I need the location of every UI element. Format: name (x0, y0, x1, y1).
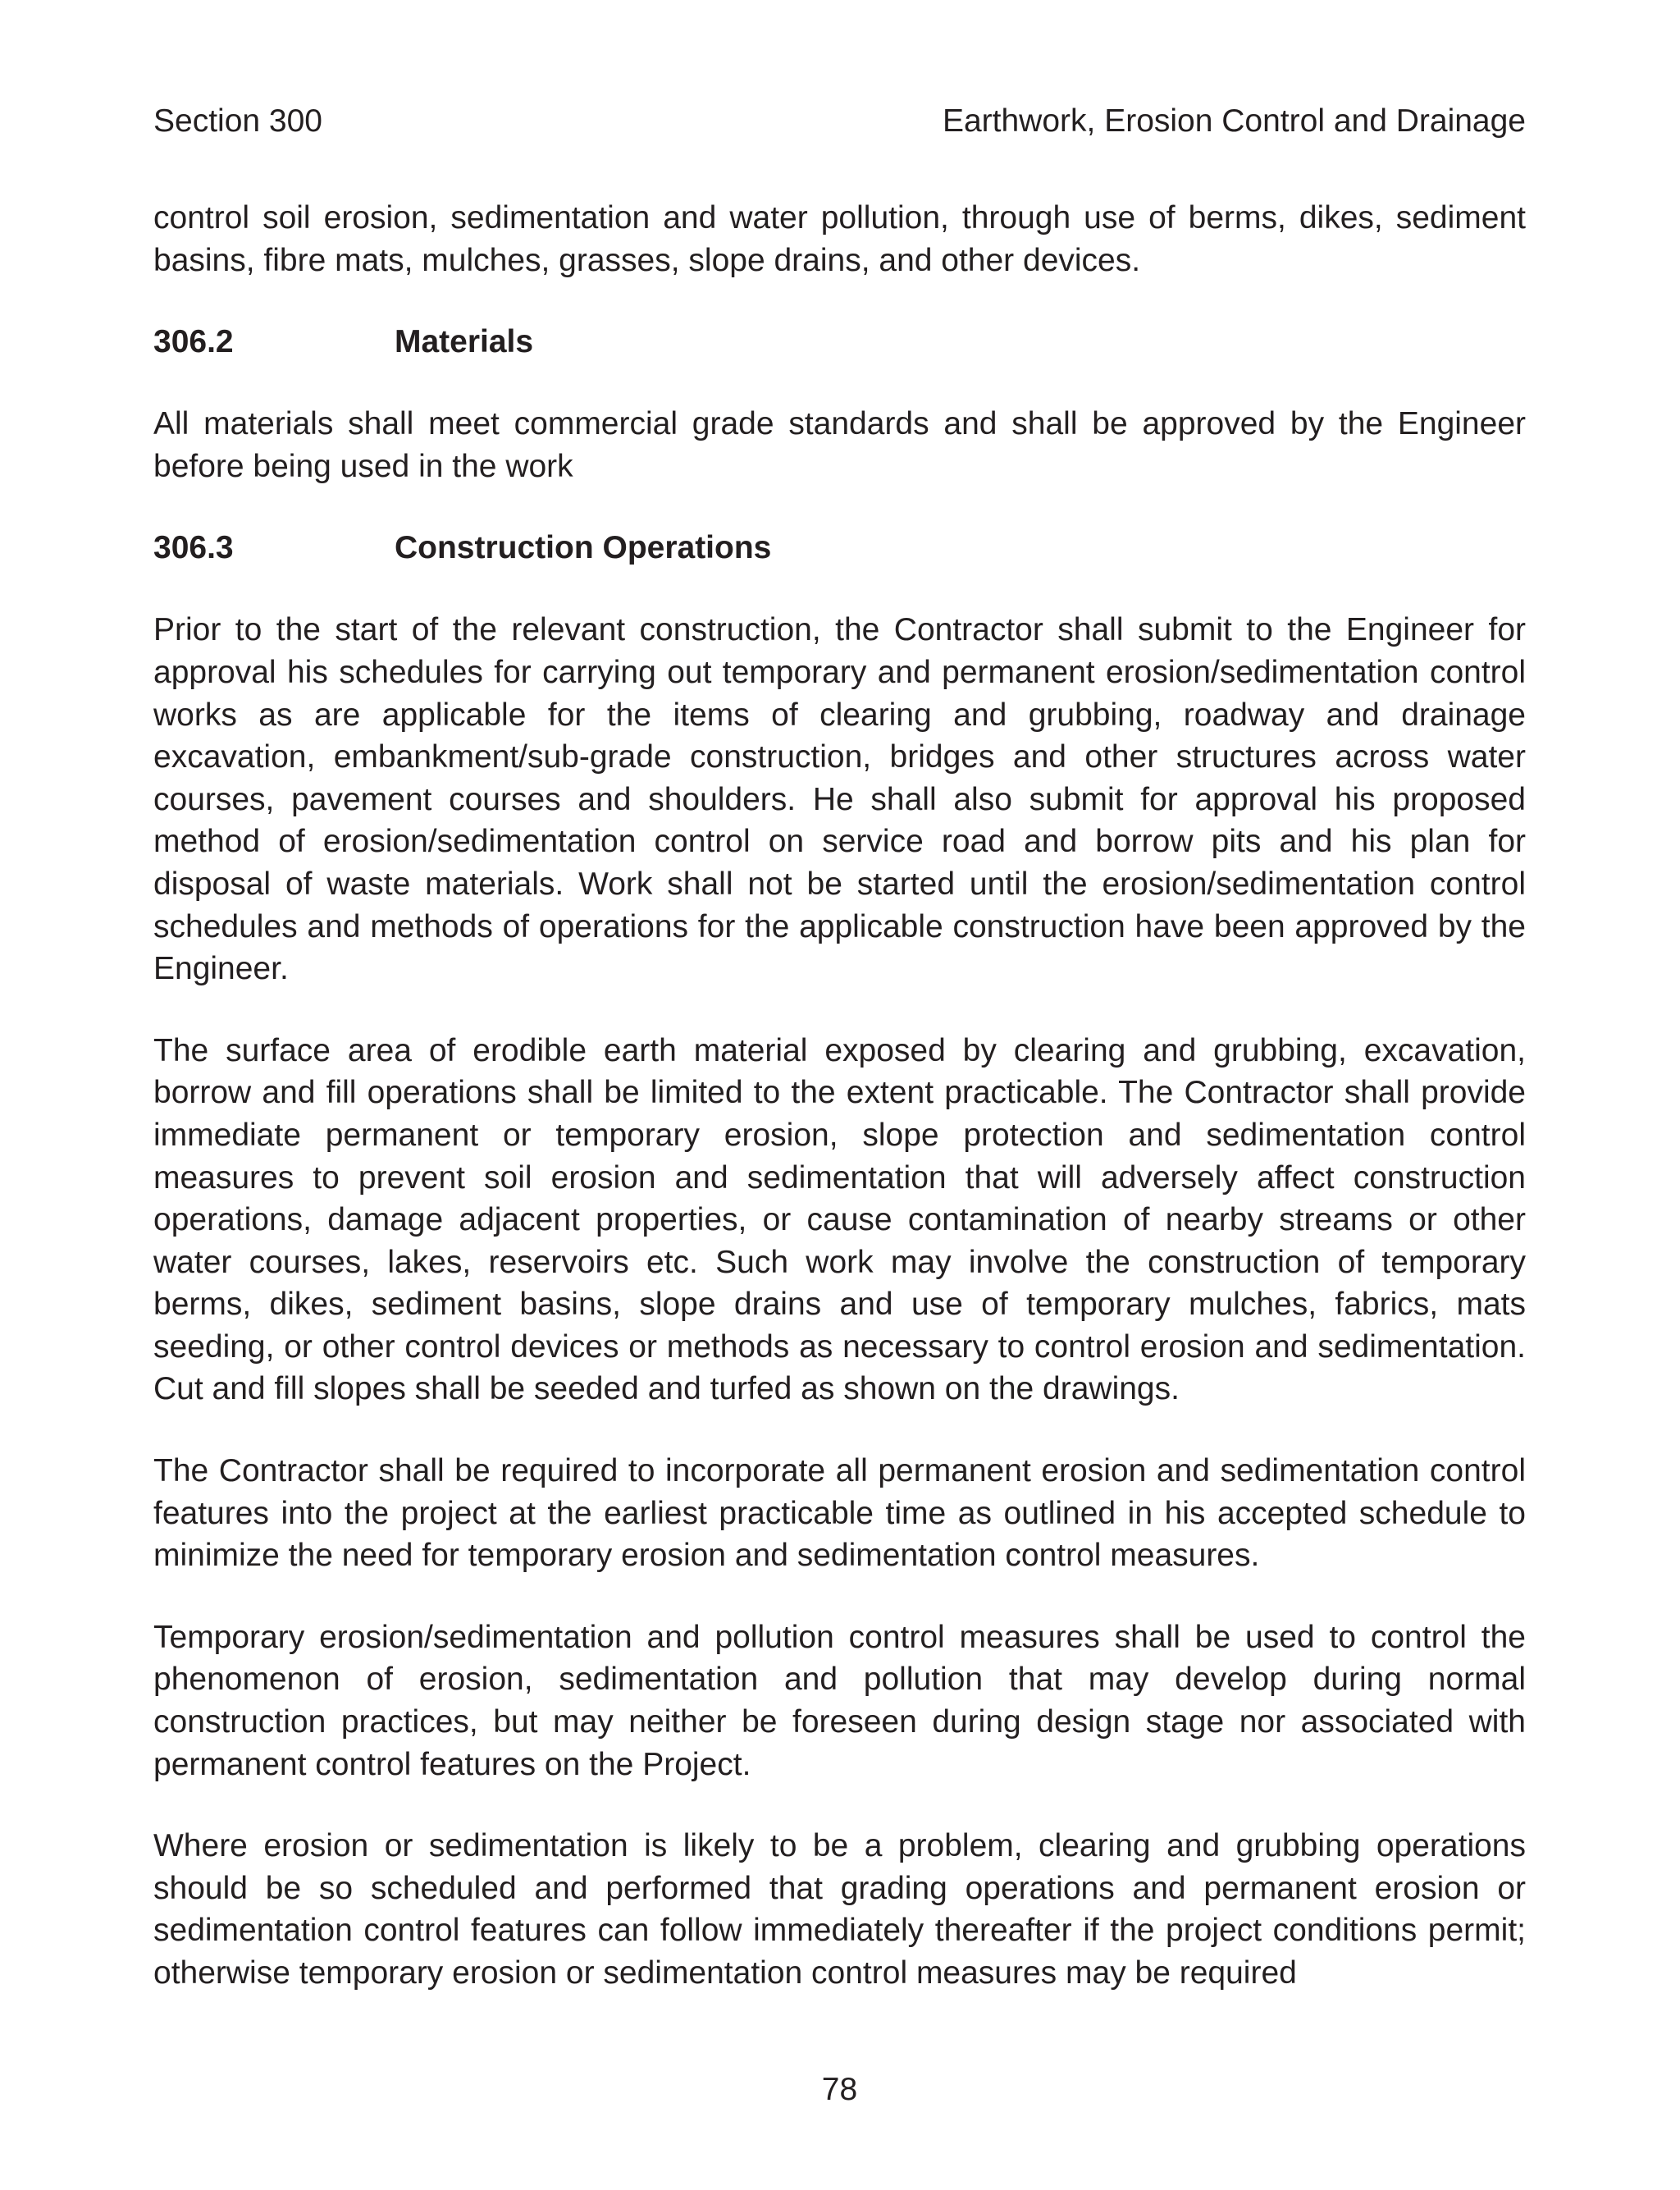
page-content (153, 197, 1526, 2034)
document-page (153, 0, 1526, 2190)
construction-paragraph-4: Temporary erosion/sedimentation and pollution control measures shall be used to control the phenomenon of erosion, sedimentation and pollution that may develop during normal construction practices, but may neither be foreseen during design stage nor associated with permanent control features on the Project. (153, 1619, 1526, 1782)
materials-paragraph: All materials shall meet commercial grade standards and shall be approved by the Engineer before being used in the work (153, 406, 1526, 484)
construction-paragraph-2: The surface area of erodible earth material exposed by clearing and grubbing, excavation, borrow and fill operations shall be limited to the extent practicable. The Contractor shall provide immediate permanent or temporary erosion, slope protection and sedimentation control measures to prevent soil erosion and sedimentation that will adversely affect construction operations, damage adjacent properties, or cause contamination of nearby streams or other water courses, lakes, reservoirs etc. Such work may involve the construction of temporary berms, dikes, sediment basins, slope drains and use of temporary mulches, fabrics, mats seeding, or other control devices or methods as necessary to control erosion and sedimentation. Cut and fill slopes shall be seeded and turfed as shown on the drawings. (153, 1032, 1526, 1407)
section-title: Materials (395, 324, 534, 360)
section-heading-materials (153, 321, 1526, 363)
construction-paragraph-3: The Contractor shall be required to incorporate all permanent erosion and sedimentation control features into the project at the earliest practicable time as outlined in his accepted schedule to minimize the need for temporary erosion and sedimentation control measures. (153, 1453, 1526, 1574)
section-number: 306.2 (153, 324, 234, 360)
header-chapter-title: Earthwork, Erosion Control and Drainage (942, 103, 1526, 139)
header-section-label: Section 300 (153, 103, 322, 139)
construction-paragraph-5: Where erosion or sedimentation is likely to be a problem, clearing and grubbing operations should be so scheduled and performed that grading operations and permanent erosion or sedimentation control features can follow immediately thereafter if the project conditions permit; otherwise temporary erosion or sedimentation control measures may be required (153, 1828, 1526, 1991)
construction-paragraph-1: Prior to the start of the relevant construction, the Contractor shall submit to the Engineer for approval his schedules for carrying out temporary and permanent erosion/sedimentation control works as are applicable for the items of clearing and grubbing, roadway and drainage excavation, embankment/sub-grade construction, bridges and other structures across water courses, pavement courses and shoulders. He shall also submit for approval his proposed method of erosion/sedimentation control on service road and borrow pits and his plan for disposal of waste materials. Work shall not be started until the erosion/sedimentation control schedules and methods of operations for the applicable construction have been approved by the Engineer. (153, 612, 1526, 987)
running-header (153, 101, 1526, 142)
section-heading-construction-operations (153, 527, 1526, 569)
intro-paragraph: control soil erosion, sedimentation and water pollution, through use of berms, dikes, sediment basins, fibre mats, mulches, grasses, slope drains, and other devices. (153, 200, 1526, 278)
page-number: 78 (821, 2072, 858, 2107)
section-title: Construction Operations (395, 530, 772, 566)
section-number: 306.3 (153, 530, 234, 566)
